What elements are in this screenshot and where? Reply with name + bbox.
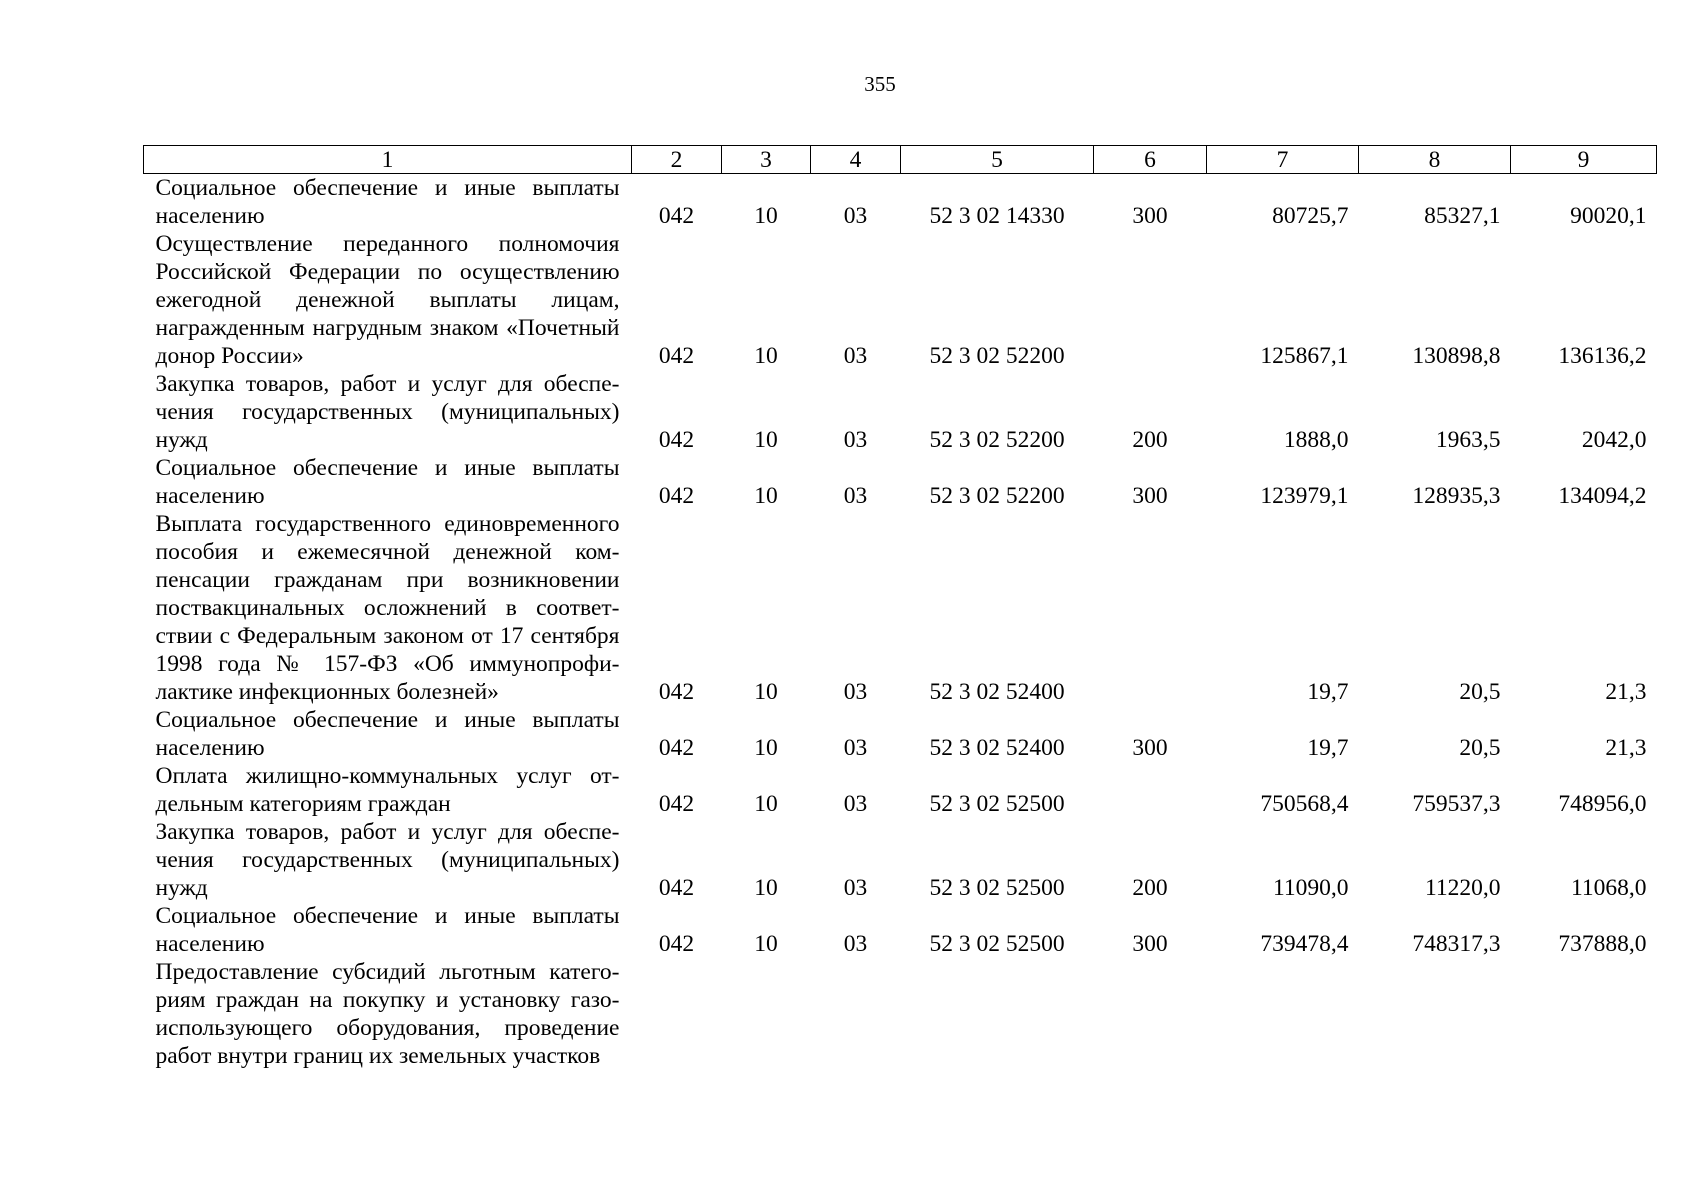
row-name: Закупка товаров, работ и услуг для обеспечения государственных (муниципальных) нужд <box>155 819 620 901</box>
row-year-2: 1963,5 <box>1435 427 1501 453</box>
row-section: 10 <box>754 343 778 369</box>
row-year-3: 21,3 <box>1605 735 1647 761</box>
row-name: Закупка товаров, работ и услуг для обеспечения государственных (муниципальных) нужд <box>155 371 620 453</box>
row-name: Выплата государственного единовременного пособия и ежемесячной денежной компенсации гражданам при возникновении поствакцинальных осложнений в соответствии с Федеральным законом от 17 сентября 1998 года № 157-ФЗ «Об иммунопрофилактике инфекционных болезней» <box>155 511 620 705</box>
row-subsection <box>811 958 901 1070</box>
row-ministry: 042 <box>658 203 695 229</box>
row-year-2: 11220,0 <box>1424 875 1501 901</box>
row-year-3: 748956,0 <box>1558 791 1647 817</box>
row-year-1: 750568,4 <box>1260 791 1349 817</box>
row-year-1 <box>1207 958 1359 1070</box>
row-name: Социальное обеспечение и иные выплаты населению <box>155 707 620 761</box>
row-ministry: 042 <box>658 791 695 817</box>
row-year-1: 1888,0 <box>1283 427 1349 453</box>
row-target: 52 3 02 52500 <box>929 931 1065 957</box>
row-year-1: 123979,1 <box>1260 483 1349 509</box>
header-col-8: 8 <box>1359 146 1511 174</box>
row-section: 10 <box>754 931 778 957</box>
row-target <box>901 958 1094 1070</box>
row-target: 52 3 02 52400 <box>929 735 1065 761</box>
row-target: 52 3 02 52500 <box>929 875 1065 901</box>
table-row <box>144 370 1657 454</box>
row-year-3 <box>1511 958 1657 1070</box>
row-section: 10 <box>754 427 778 453</box>
row-year-3: 2042,0 <box>1581 427 1647 453</box>
row-name: Осуществление переданного полномочия Российской Федерации по осуществлению ежегодной денежной выплаты лицам, награжденным нагрудным знаком «Почетный донор России» <box>155 231 620 369</box>
row-ministry: 042 <box>658 483 695 509</box>
table-row <box>144 510 1657 706</box>
table-row <box>144 454 1657 510</box>
row-subsection: 03 <box>843 735 868 761</box>
header-col-6: 6 <box>1094 146 1207 174</box>
row-ministry: 042 <box>658 735 695 761</box>
row-year-3: 21,3 <box>1605 679 1647 705</box>
row-section: 10 <box>754 875 778 901</box>
budget-table <box>143 145 1657 1070</box>
row-subsection: 03 <box>843 679 868 705</box>
row-ministry: 042 <box>658 679 695 705</box>
row-target: 52 3 02 52400 <box>929 679 1065 705</box>
row-year-3: 90020,1 <box>1570 203 1647 229</box>
header-col-3: 3 <box>722 146 811 174</box>
row-subsection: 03 <box>843 203 868 229</box>
row-year-2: 128935,3 <box>1412 483 1501 509</box>
row-year-1: 739478,4 <box>1260 931 1349 957</box>
row-year-2 <box>1359 958 1511 1070</box>
row-ministry: 042 <box>658 343 695 369</box>
header-col-4: 4 <box>811 146 901 174</box>
header-col-9: 9 <box>1511 146 1657 174</box>
table-row <box>144 818 1657 902</box>
row-subsection: 03 <box>843 427 868 453</box>
row-section: 10 <box>754 735 778 761</box>
row-subsection: 03 <box>843 483 868 509</box>
row-year-2: 748317,3 <box>1412 931 1501 957</box>
header-col-7: 7 <box>1207 146 1359 174</box>
row-name: Социальное обеспечение и иные выплаты населению <box>155 175 620 229</box>
row-year-1: 11090,0 <box>1272 875 1349 901</box>
row-subsection: 03 <box>843 791 868 817</box>
row-year-1: 19,7 <box>1307 735 1349 761</box>
row-target: 52 3 02 52200 <box>929 483 1065 509</box>
row-ministry: 042 <box>658 931 695 957</box>
row-section: 10 <box>754 483 778 509</box>
row-expense-type <box>1094 958 1207 1070</box>
row-subsection: 03 <box>843 343 868 369</box>
row-target: 52 3 02 14330 <box>929 203 1065 229</box>
row-name: Оплата жилищно-коммунальных услуг отдельным категориям граждан <box>155 763 620 817</box>
row-expense-type: 300 <box>1132 483 1168 509</box>
header-col-5: 5 <box>901 146 1094 174</box>
page-number: 355 <box>864 72 896 96</box>
row-expense-type: 200 <box>1132 875 1168 901</box>
row-section: 10 <box>754 791 778 817</box>
row-year-2: 85327,1 <box>1424 203 1501 229</box>
row-year-2: 130898,8 <box>1412 343 1501 369</box>
row-ministry <box>632 958 722 1070</box>
row-expense-type <box>1094 510 1207 706</box>
row-name: Социальное обеспечение и иные выплаты населению <box>155 455 620 509</box>
row-ministry: 042 <box>658 875 695 901</box>
row-section: 10 <box>754 679 778 705</box>
table-row <box>144 174 1657 231</box>
table-row <box>144 762 1657 818</box>
row-section: 10 <box>754 203 778 229</box>
row-year-2: 20,5 <box>1459 679 1501 705</box>
table-body <box>144 174 1657 1071</box>
row-expense-type: 200 <box>1132 427 1168 453</box>
table-row <box>144 706 1657 762</box>
row-section <box>722 958 811 1070</box>
row-target: 52 3 02 52200 <box>929 343 1065 369</box>
row-subsection: 03 <box>843 931 868 957</box>
row-expense-type <box>1094 762 1207 818</box>
header-col-1: 1 <box>144 146 632 174</box>
header-row <box>144 146 1657 174</box>
row-expense-type: 300 <box>1132 931 1168 957</box>
row-year-3: 11068,0 <box>1570 875 1647 901</box>
table-row <box>144 902 1657 958</box>
row-year-3: 134094,2 <box>1558 483 1647 509</box>
row-year-3: 737888,0 <box>1558 931 1647 957</box>
row-year-3: 136136,2 <box>1558 343 1647 369</box>
row-year-2: 20,5 <box>1459 735 1501 761</box>
row-subsection: 03 <box>843 875 868 901</box>
table-row <box>144 958 1657 1070</box>
row-name: Социальное обеспечение и иные выплаты населению <box>155 903 620 957</box>
row-year-1: 125867,1 <box>1260 343 1349 369</box>
row-expense-type: 300 <box>1132 735 1168 761</box>
row-expense-type <box>1094 230 1207 370</box>
row-target: 52 3 02 52200 <box>929 427 1065 453</box>
row-ministry: 042 <box>658 427 695 453</box>
row-name: Предоставление субсидий льготным категориям граждан на покупку и установку газоиспользующего оборудования, проведение работ внутри границ их земельных участков <box>155 959 620 1069</box>
row-year-2: 759537,3 <box>1412 791 1501 817</box>
header-col-2: 2 <box>632 146 722 174</box>
row-year-1: 19,7 <box>1307 679 1349 705</box>
table-header <box>144 146 1657 174</box>
row-target: 52 3 02 52500 <box>929 791 1065 817</box>
row-year-1: 80725,7 <box>1272 203 1349 229</box>
row-expense-type: 300 <box>1132 203 1168 229</box>
table-row <box>144 230 1657 370</box>
